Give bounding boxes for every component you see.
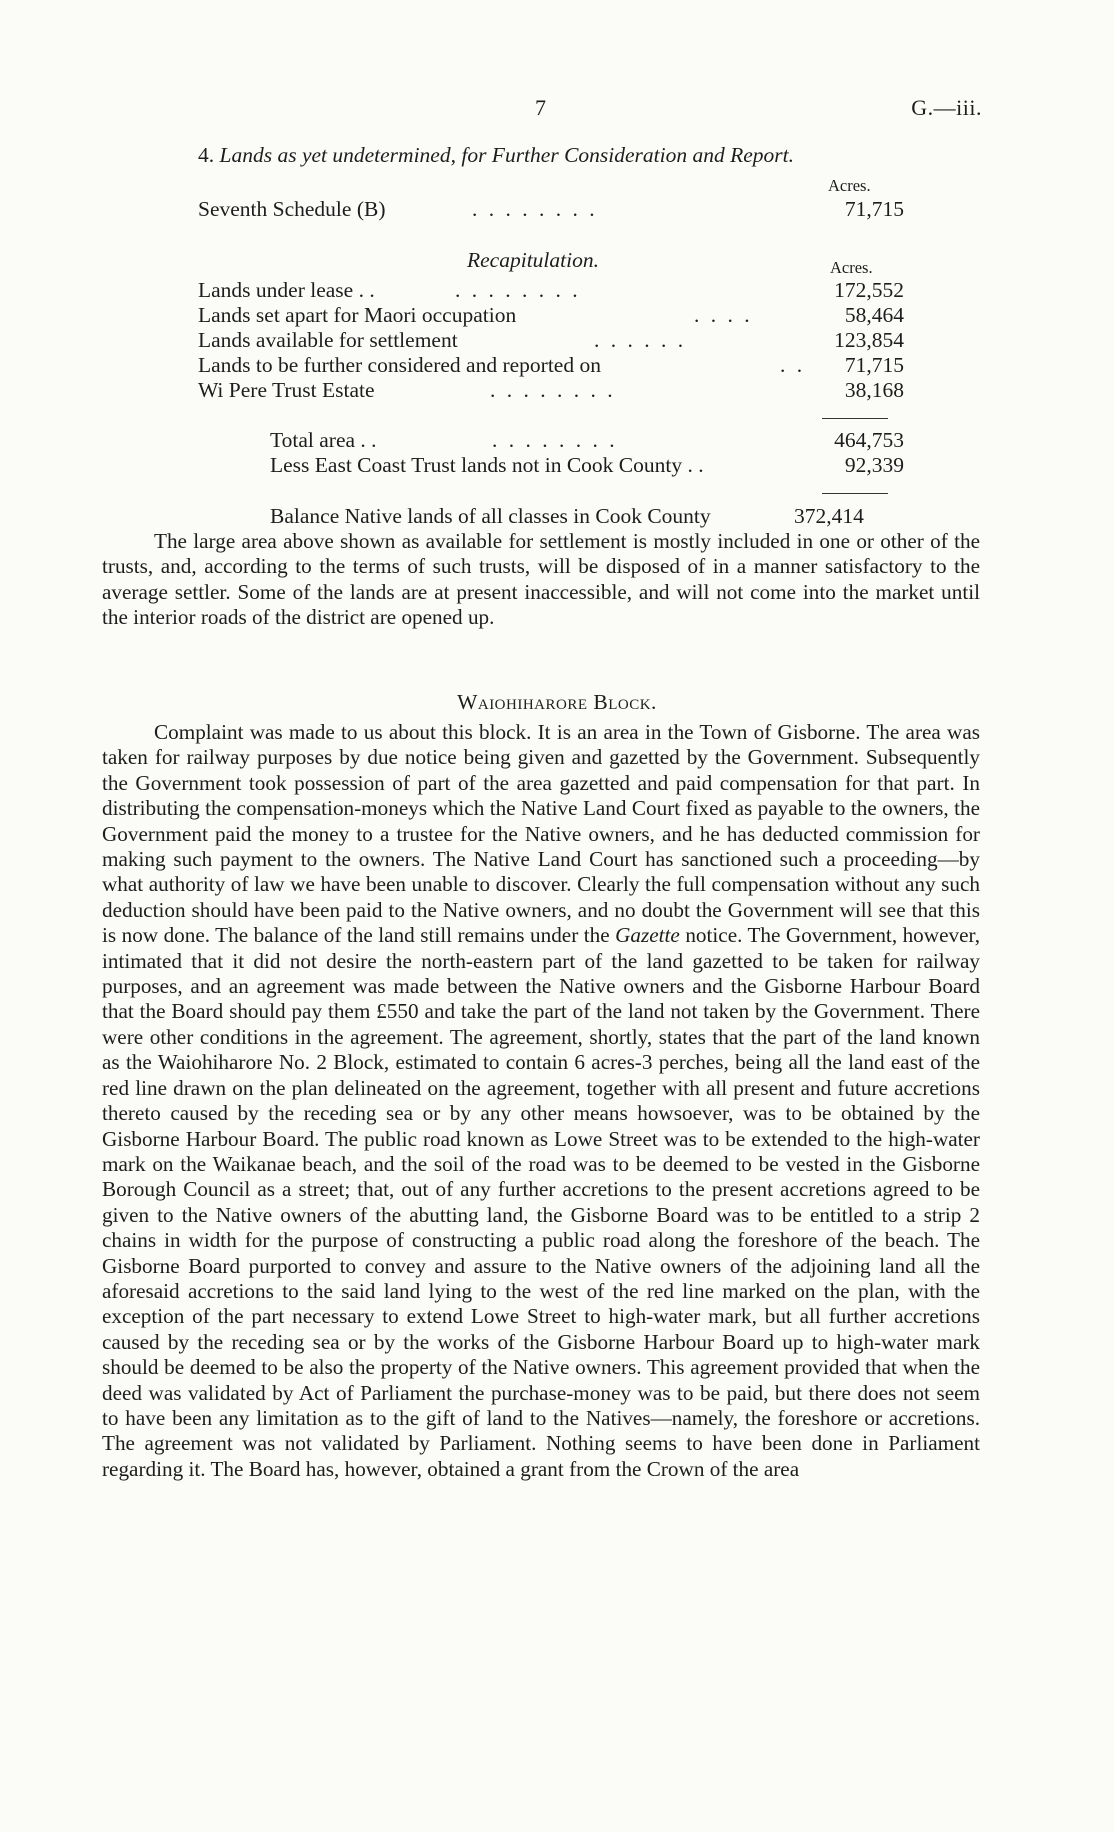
row-label: Lands set apart for Maori occupation xyxy=(198,303,517,327)
row-label: Balance Native lands of all classes in Cook County xyxy=(270,504,711,528)
row-value: 92,339 xyxy=(844,453,904,477)
row-label: Less East Coast Trust lands not in Cook County . . xyxy=(270,453,704,477)
waiohiharore-paragraph xyxy=(102,720,980,1482)
row-value: 58,464 xyxy=(844,303,904,327)
row-leader-dots: . . . . . . xyxy=(594,328,687,352)
row-value: 71,715 xyxy=(844,197,904,221)
row-leader-dots: . . . . . . . . xyxy=(455,278,581,302)
row-value: 123,854 xyxy=(834,328,904,352)
row-label: Total area . . xyxy=(270,428,377,452)
row-leader-dots: . . . . . . . . xyxy=(490,378,616,402)
row-value: 172,552 xyxy=(834,278,904,302)
row-label: Lands to be further considered and reported on xyxy=(198,353,601,377)
page-number: 7 xyxy=(535,95,546,120)
paragraph-text: The large area above shown as available for settlement is mostly included in one or other of the trusts, and, according to the terms of such trusts, will be disposed of in a manner satisfactory to the average settler. Some of the lands are at present inaccessible, and will not come into the market until the interior roads of the district are opened up. xyxy=(102,529,980,630)
paragraph-text-a: Complaint was made to us about this block. It is an area in the Town of Gisborne. The area was taken for railway purposes by due notice being given and gazetted by the Government. Subsequently the Government took possession of part of the area gazetted and paid compensation for that part. In distributing the compensation-moneys which the Native Land Court fixed as payable to the owners, the Government paid the money to a trustee for the Native owners, and he has deducted commission for making such payment to the owners. The Native Land Court has sanctioned such a proceeding—by what authority of law we have been unable to discover. Clearly the full compensation without any such deduction should have been paid to the Native owners, and no doubt the Government will see that this is now done. The balance of the land still remains under the xyxy=(102,720,980,948)
paragraph-text xyxy=(102,720,980,1482)
row-leader-dots: . . . . . . . . xyxy=(472,197,598,221)
section-4-heading xyxy=(198,143,794,168)
section-4-title: Lands as yet undetermined, for Further Consideration and Report. xyxy=(219,143,794,167)
row-leader-dots: . . . . . . . . xyxy=(492,428,618,452)
row-leader-dots: . . xyxy=(780,353,806,377)
row-label: Lands under lease . . xyxy=(198,278,375,302)
row-label: Lands available for settlement xyxy=(198,328,458,352)
recap-acres-label: Acres. xyxy=(830,258,873,277)
row-value: 464,753 xyxy=(834,428,904,452)
section-4-acres-label: Acres. xyxy=(828,176,871,195)
row-label: Seventh Schedule (B) xyxy=(198,197,386,221)
row-value: 38,168 xyxy=(844,378,904,402)
subtotal-rule xyxy=(822,418,888,419)
section-4-number: 4. xyxy=(198,143,215,167)
document-reference: G.—iii. xyxy=(911,95,982,120)
row-label: Wi Pere Trust Estate xyxy=(198,378,375,402)
row-leader-dots: . . . . xyxy=(694,303,753,327)
recapitulation-title: Recapitulation. xyxy=(467,248,599,272)
waiohiharore-heading: Waiohiharore Block. xyxy=(457,690,657,714)
settlement-paragraph xyxy=(102,529,980,631)
paragraph-text-b: notice. The Government, however, intimated that it did not desire the north-eastern part of the land gazetted to be taken for railway purposes, and an agreement was made between the Native owners and the Gisborne Harbour Board that the Board should pay them £550 and take the part of the land not taken by the Government. There were other conditions in the agreement. The agreement, shortly, states that the part of the land known as the Waiohiharore No. 2 Block, estimated to contain 6 acres-3 perches, being all the land east of the red line drawn on the plan delineated on the agreement, together with all present and future accretions thereto caused by the receding sea or by any other means howsoever, was to be obtained by the Gisborne Harbour Board. The public road known as Lowe Street was to be extended to the high-water mark on the Waikanae beach, and the soil of the road was to be deemed to be vested in the Gisborne Borough Council as a street; that, out of any further accretions to the present accretions agreed to be given to the Native owners of the abutting land, the Gisborne Board was to be entitled to a strip 2 chains in width for the purpose of constructing a public road along the foreshore of the beach. The Gisborne Board purported to convey and assure to the Native owners of the adjoining land all the aforesaid accretions to the said land lying to the west of the red line marked on the plan, with the exception of the part necessary to extend Lowe Street to high-water mark, but all further accretions caused by the receding sea or by the works of the Gisborne Harbour Board up to high-water mark should be deemed to be also the property of the Native owners. This agreement provided that when the deed was validated by Act of Parliament the purchase-money was to be paid, but there does not seem to have been any limitation as to the gift of land to the Natives—namely, the foreshore or accretions. The agreement was not validated by Parliament. Nothing seems to have been done in Parliament regarding it. The Board has, however, obtained a grant from the Crown of the area xyxy=(102,923,980,1481)
row-value: 71,715 xyxy=(844,353,904,377)
row-value: 372,414 xyxy=(794,504,864,528)
gazette-italic: Gazette xyxy=(615,923,680,948)
balance-rule xyxy=(822,493,888,494)
